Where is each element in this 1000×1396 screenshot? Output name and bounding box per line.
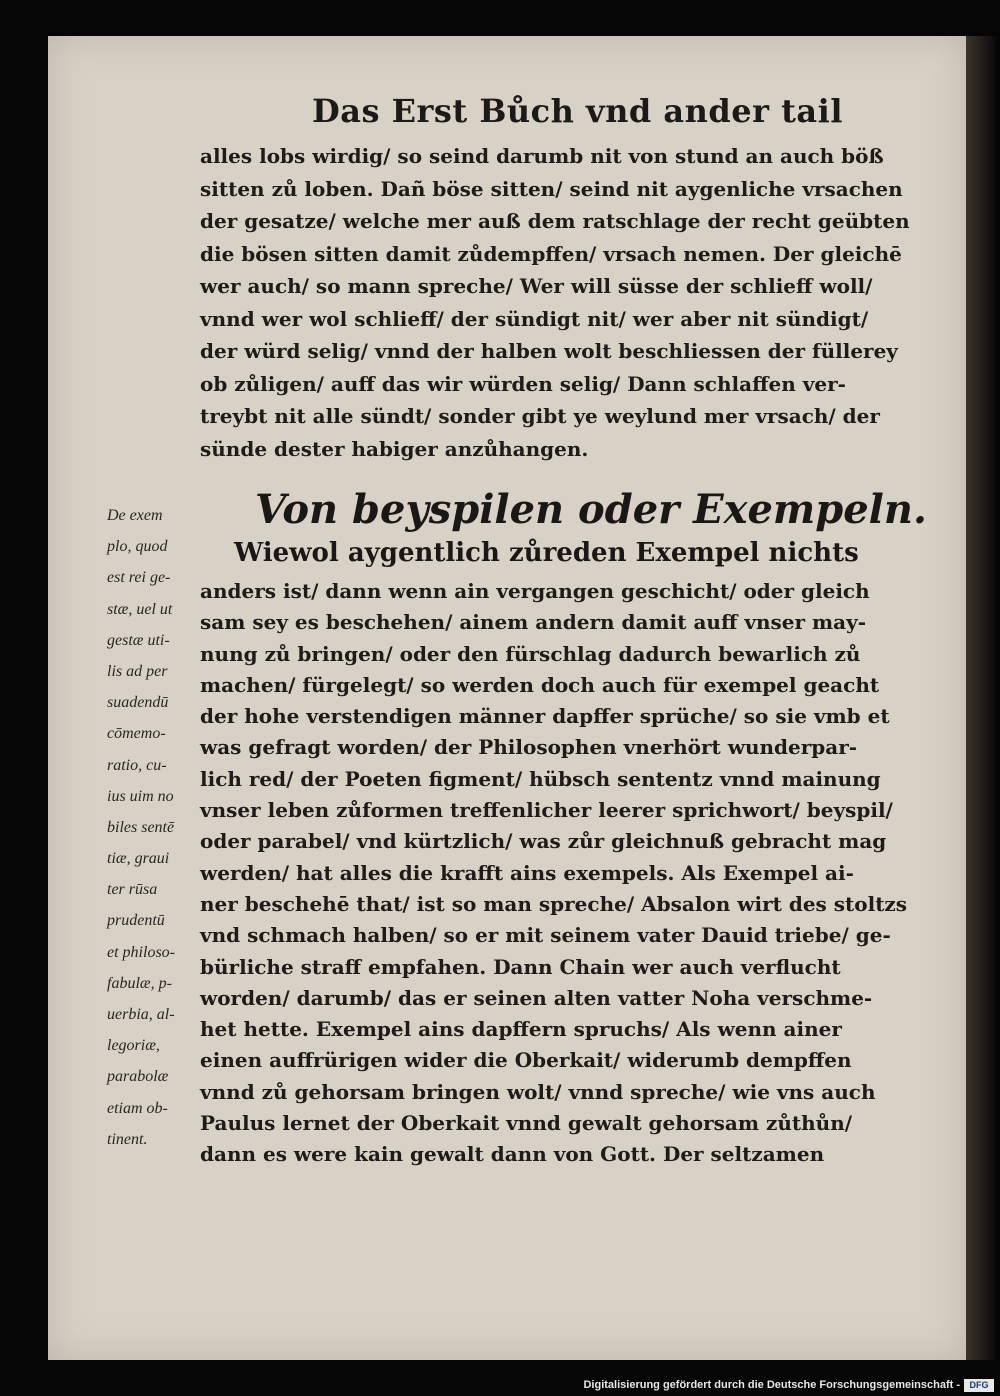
text-line: lich red/ der Poeten figment/ hübsch sententz vnnd mainung bbox=[200, 766, 881, 791]
text-line: Paulus lernet der Oberkait vnnd gewalt gehorsam zůthůn/ bbox=[200, 1111, 853, 1136]
margin-line: etiam ob- bbox=[107, 1099, 168, 1117]
main-paragraph bbox=[200, 576, 930, 1171]
text-line: worden/ darumb/ das er seinen alten vatter Noha verschme- bbox=[200, 985, 873, 1010]
margin-line: legoriæ, bbox=[107, 1037, 160, 1055]
text-line: sitten zů loben. Dañ böse sitten/ seind nit aygenliche vrsachen bbox=[200, 176, 903, 201]
text-line: sam sey es beschehen/ ainem andern damit auff vnser may- bbox=[200, 610, 867, 635]
text-line: nung zů bringen/ oder den fürschlag dadurch bewarlich zů bbox=[200, 641, 861, 666]
text-line: ob zůligen/ auff das wir würden selig/ Dann schlaffen ver- bbox=[200, 371, 846, 396]
dfg-logo: DFG bbox=[964, 1379, 994, 1392]
text-line: het hette. Exempel ains dapffern spruchs/ Als wenn ainer bbox=[200, 1017, 842, 1042]
margin-line: prudentū bbox=[107, 912, 165, 930]
margin-line: est rei ge- bbox=[107, 569, 171, 587]
text-line: vnnd zů gehorsam bringen wolt/ vnnd spreche/ wie vns auch bbox=[200, 1079, 876, 1104]
margin-line: De exem bbox=[107, 507, 163, 524]
margin-line: cōmemo- bbox=[107, 725, 166, 743]
text-line: vnd schmach halben/ so er mit seinem vater Dauid triebe/ ge- bbox=[200, 923, 891, 948]
text-line: machen/ fürgelegt/ so werden doch auch für exempel geacht bbox=[200, 672, 880, 697]
top-paragraph bbox=[200, 140, 930, 465]
text-line: bürliche straff empfahen. Dann Chain wer auch verflucht bbox=[200, 954, 841, 979]
text-line: der gesatze/ welche mer auß dem ratschlage der recht geübten bbox=[200, 209, 910, 233]
text-line: wer auch/ so mann spreche/ Wer will süsse der schlieff woll/ bbox=[200, 274, 873, 298]
text-line: vnnd wer wol schlieff/ der sündigt nit/ wer aber nit sündigt/ bbox=[200, 306, 869, 331]
text-line: der hohe verstendigen männer dapffer sprüche/ so sie vmb et bbox=[200, 704, 890, 729]
chapter-heading: Von beyspilen oder Exempeln. bbox=[255, 486, 927, 533]
text-line: vnser leben zůformen treffenlicher leerer sprichwort/ beyspil/ bbox=[200, 798, 893, 823]
margin-line: gestæ uti- bbox=[107, 631, 170, 649]
text-line: ner beschehē that/ ist so man spreche/ Absalon wirt des stoltzs bbox=[200, 891, 908, 916]
footer-credit: Digitalisierung gefördert durch die Deutsche Forschungsgemeinschaft - bbox=[583, 1379, 960, 1391]
margin-line: ius uim no bbox=[107, 787, 174, 805]
margin-line: parabolæ bbox=[107, 1068, 169, 1086]
text-line: treybt nit alle sündt/ sonder gibt ye weylund mer vrsach/ der bbox=[200, 404, 880, 428]
text-line: der würd selig/ vnnd der halben wolt beschliessen der füllerey bbox=[200, 339, 898, 363]
margin-line: tinent. bbox=[107, 1130, 148, 1148]
margin-line: fabulæ, p- bbox=[107, 974, 172, 992]
margin-line: ter rūsa bbox=[107, 881, 158, 899]
text-line: oder parabel/ vnd kürtzlich/ was zůr gleichnuß gebracht mag bbox=[200, 829, 887, 854]
margin-line: et philoso- bbox=[107, 943, 175, 961]
text-line: dann es were kain gewalt dann von Gott. Der seltzamen bbox=[200, 1142, 825, 1167]
margin-line: tiæ, graui bbox=[107, 850, 170, 868]
running-head: Das Erst Bůch vnd ander tail bbox=[312, 92, 843, 130]
margin-line: biles sentē bbox=[107, 818, 175, 836]
page-edge-shadow bbox=[966, 36, 996, 1360]
margin-line: ratio, cu- bbox=[107, 756, 167, 774]
margin-line: suadendū bbox=[107, 694, 169, 712]
text-line: sünde dester habiger anzůhangen. bbox=[200, 436, 589, 461]
text-line: alles lobs wirdig/ so seind darumb nit von stund an auch böß bbox=[200, 144, 884, 168]
text-line: die bösen sitten damit zůdempffen/ vrsach nemen. Der gleichē bbox=[200, 241, 902, 266]
margin-line: lis ad per bbox=[107, 662, 168, 680]
margin-line: plo, quod bbox=[107, 538, 168, 556]
margin-note bbox=[107, 500, 197, 1155]
text-line: werden/ hat alles die krafft ains exempels. Als Exempel ai- bbox=[200, 860, 854, 885]
chapter-first-line: Wiewol aygentlich zůreden Exempel nichts bbox=[234, 538, 859, 568]
text-line: einen auffrürigen wider die Oberkait/ widerumb dempffen bbox=[200, 1048, 852, 1073]
text-line: anders ist/ dann wenn ain vergangen geschicht/ oder gleich bbox=[200, 579, 870, 603]
margin-line: stæ, uel ut bbox=[107, 600, 173, 618]
margin-line: uerbia, al- bbox=[107, 1006, 175, 1023]
text-line: was gefragt worden/ der Philosophen vnerhört wunderpar- bbox=[200, 735, 858, 760]
